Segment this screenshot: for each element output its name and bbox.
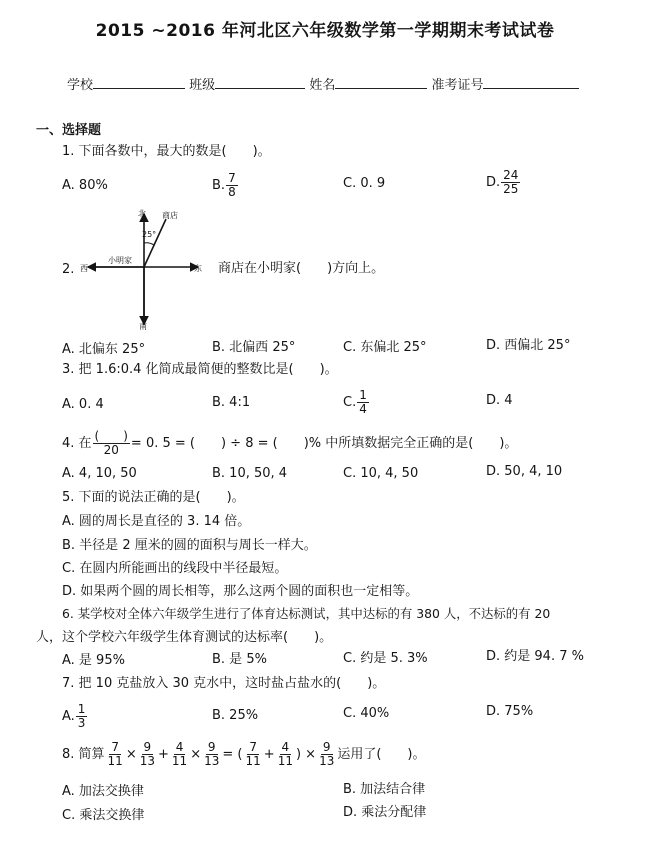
q1-b-prefix: B. [212,178,226,193]
q7-option-d[interactable]: D. 75% [486,704,534,719]
q3-option-b[interactable]: B. 4:1 [212,395,251,410]
fraction-numerator: 7 [228,171,236,185]
q8-fraction-4 [202,741,221,768]
q2-option-d[interactable]: D. 西偏北 25° [486,338,571,353]
q5-option-a[interactable]: A. 圆的周长是直径的 3. 14 倍。 [62,514,251,529]
q4-option-c[interactable]: C. 10, 4, 50 [343,466,419,481]
q7-stem: 7. 把 10 克盐放入 30 克水中，这时盐占盐水的( )。 [62,676,386,691]
name-blank[interactable] [335,76,427,89]
fraction-numerator: 7 [249,740,257,754]
q2-option-b[interactable]: B. 北偏西 25° [212,340,296,355]
q1-option-b[interactable] [212,166,239,206]
fraction-numerator: 9 [322,740,331,754]
q1-option-d[interactable] [486,163,521,203]
fraction-denominator: 13 [204,754,220,768]
q3-option-c[interactable] [343,383,370,423]
fraction-denominator: 11 [277,754,293,768]
name-label: 姓名 [309,78,336,93]
q8-option-a[interactable]: A. 加法交换律 [62,784,144,799]
compass-north-label: 北 [138,209,146,218]
q8-option-b[interactable]: B. 加法结合律 [343,782,426,797]
q4-option-d[interactable]: D. 50, 4, 10 [486,464,563,479]
q3-option-d[interactable]: D. 4 [486,393,513,408]
school-blank[interactable] [93,76,185,89]
q8-suffix: 运用了( )。 [337,747,426,762]
q3-c-fraction [357,389,369,416]
q6-option-b[interactable]: B. 是 5% [212,652,267,667]
q1-option-c[interactable]: C. 0. 9 [343,176,386,191]
q8-prefix: 8. 简算 [62,747,105,762]
q8-fraction-7 [317,741,336,768]
compass-west-label: 西 [80,264,88,273]
close-paren-times: ) × [295,747,317,762]
fraction-denominator: 8 [228,185,236,199]
compass-angle-label: 25° [142,230,157,239]
q4-prefix: 4. 在 [62,436,92,451]
q5-option-d[interactable]: D. 如果两个圆的周长相等，那么这两个圆的面积也一定相等。 [62,584,419,599]
q3-stem: 3. 把 1.6:0.4 化简成最简便的整数比是( )。 [62,362,338,377]
fraction-denominator: 11 [107,754,123,768]
compass-south-label: 南 [139,322,147,331]
q7-a-fraction [76,703,88,730]
times-sign: × [190,747,202,762]
q5-option-c[interactable]: C. 在圆内所能画出的线段中半径最短。 [62,561,288,576]
fraction-denominator: 13 [139,754,156,768]
q3-c-prefix: C. [343,395,357,410]
fraction-denominator: 4 [359,402,367,416]
class-label: 班级 [189,78,216,93]
q4-fraction [93,430,130,457]
info-row [67,76,579,94]
q4-option-b[interactable]: B. 10, 50, 4 [212,466,288,481]
fraction-numerator: 24 [503,168,519,182]
fraction-numerator: 1 [359,388,367,402]
plus-sign: + [263,747,275,762]
fraction-denominator: 3 [77,716,86,730]
page-title: 2015 ~2016 年河北区六年级数学第一学期期末考试试卷 [95,21,555,41]
fraction-numerator: 9 [207,740,216,754]
times-sign: × [125,747,137,762]
q8-stem [62,735,426,775]
q6-option-d[interactable]: D. 约是 94. 7 % [486,649,584,664]
exam-no-blank[interactable] [483,76,579,89]
fraction-denominator: 11 [171,754,188,768]
class-blank[interactable] [215,76,305,89]
fraction-numerator: 9 [143,740,152,754]
q8-fraction-3 [170,741,189,768]
fraction-denominator: 11 [245,754,261,768]
fraction-denominator: 25 [503,182,519,196]
q1-option-a[interactable]: A. 80% [62,178,108,193]
fraction-numerator: ( ) [94,429,128,443]
compass-home-label: 小明家 [108,256,132,265]
q6-option-c[interactable]: C. 约是 5. 3% [343,651,428,666]
fraction-denominator: 13 [319,754,335,768]
q2-stem: 商店在小明家( )方向上。 [218,261,385,276]
q2-number: 2. [62,262,75,277]
q8-fraction-1 [106,741,125,768]
q1-stem: 1. 下面各数中，最大的数是( )。 [62,144,271,159]
q1-b-fraction [226,172,238,199]
q4-option-a[interactable]: A. 4, 10, 50 [62,466,137,481]
equals-open-paren: = ( [222,747,243,762]
q5-option-b[interactable]: B. 半径是 2 厘米的圆的面积与周长一样大。 [62,538,317,553]
q8-fraction-5 [244,741,263,768]
q7-a-prefix: A. [62,709,75,724]
fraction-numerator: 7 [111,740,119,754]
q1-d-prefix: D. [486,175,501,190]
q5-stem: 5. 下面的说法正确的是( )。 [62,490,245,505]
q4-rest: = 0. 5 = ( ) ÷ 8 = ( )% 中所填数据完全正确的是( )。 [130,436,518,451]
q7-option-b[interactable]: B. 25% [212,708,259,723]
exam-no-label: 准考证号 [431,78,484,93]
fraction-numerator: 1 [77,702,86,716]
section-heading: 一、选择题 [36,123,102,138]
q7-option-c[interactable]: C. 40% [343,706,390,721]
q1-d-fraction [501,169,520,196]
q8-fraction-6 [276,741,295,768]
q4-stem [62,424,517,464]
q6-option-a[interactable]: A. 是 95% [62,653,125,668]
compass-store-label: 商店 [162,211,178,220]
plus-sign: + [158,747,169,762]
angle-arc [144,243,154,245]
school-label: 学校 [67,78,94,93]
q2-option-a[interactable]: A. 北偏东 25° [62,342,146,357]
q7-option-a[interactable] [62,697,88,737]
q8-option-c[interactable]: C. 乘法交换律 [62,808,145,823]
compass-east-label: 东 [194,264,202,273]
q8-fraction-2 [138,741,157,768]
q2-option-c[interactable]: C. 东偏北 25° [343,340,427,355]
q6-stem-line1: 6. 某学校对全体六年级学生进行了体育达标测试，其中达标的有 380 人，不达标的有 20 [62,606,551,621]
q6-stem-line2: 人，这个学校六年级学生体育测试的达标率( )。 [36,630,333,645]
fraction-denominator: 20 [103,443,119,457]
q3-option-a[interactable]: A. 0. 4 [62,397,104,412]
fraction-numerator: 4 [175,740,184,754]
fraction-numerator: 4 [281,740,290,754]
q8-option-d[interactable]: D. 乘法分配律 [343,805,427,820]
